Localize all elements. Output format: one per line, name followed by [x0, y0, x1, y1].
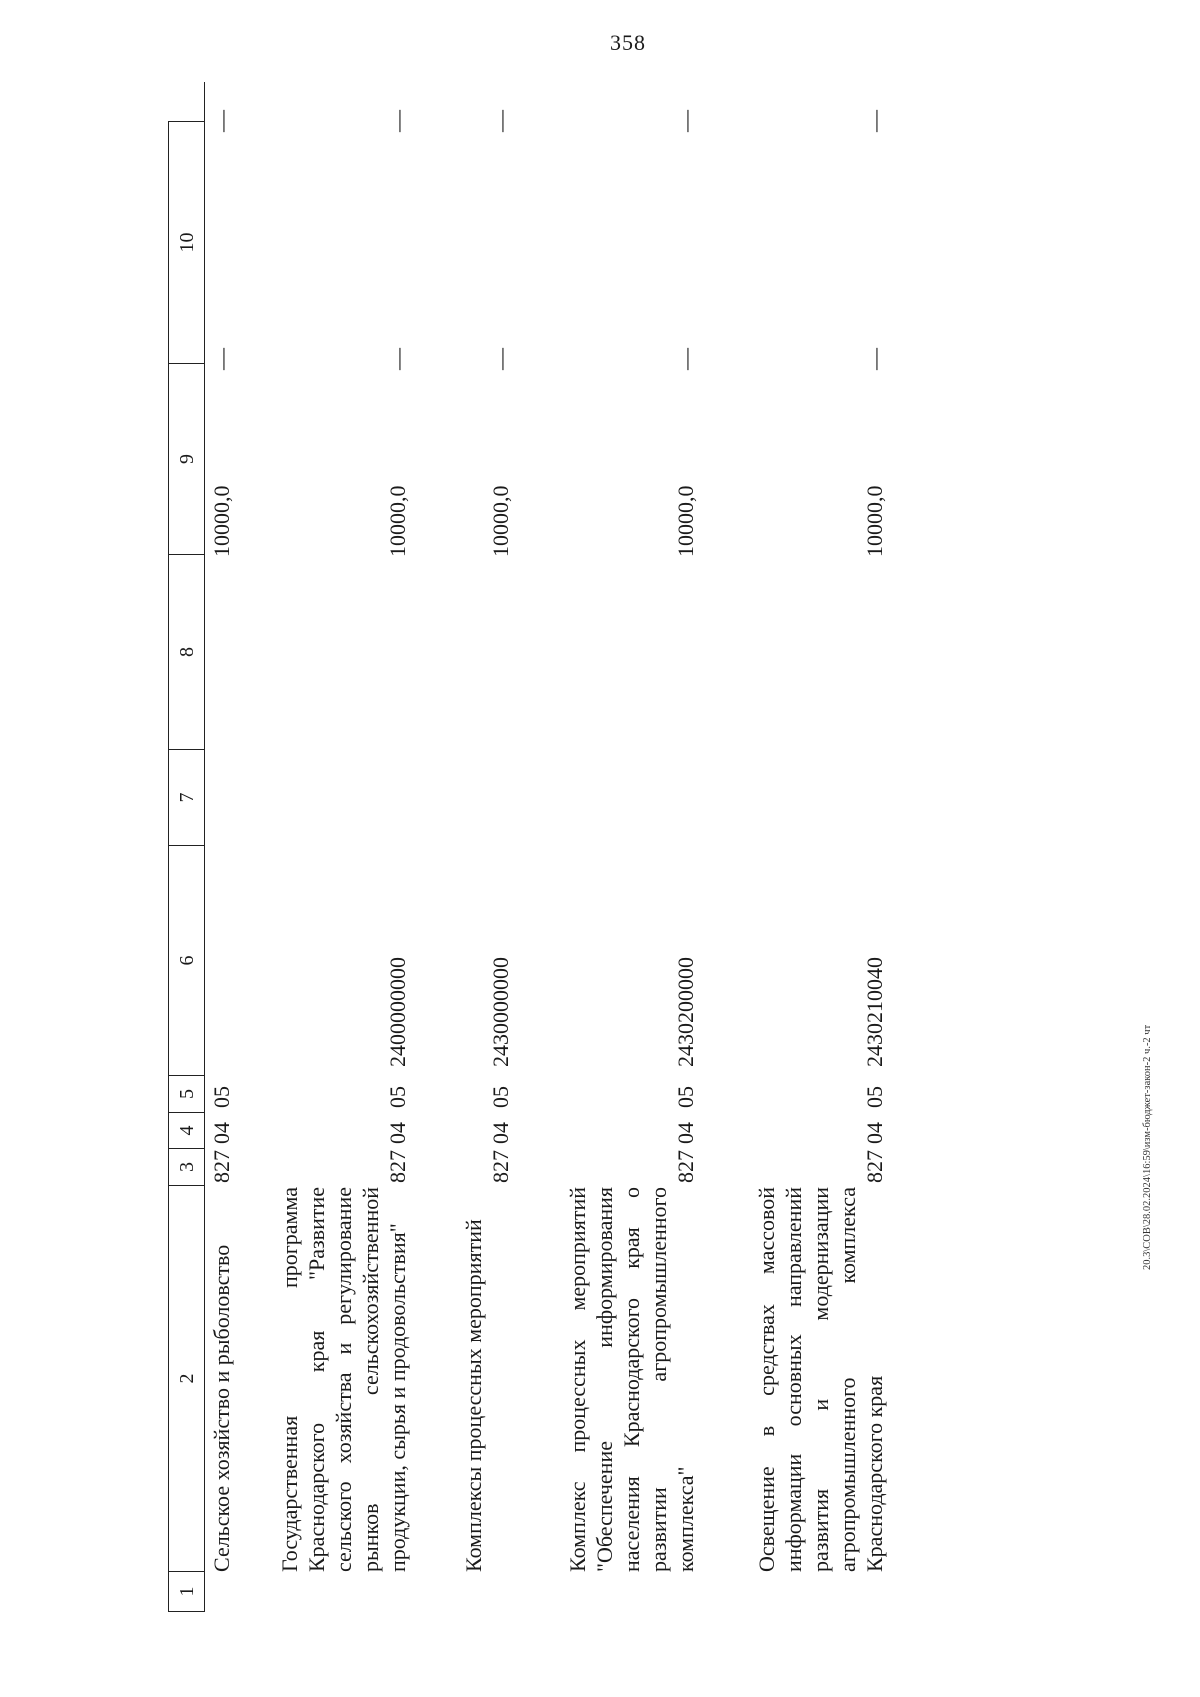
header-cell-8: 8	[168, 555, 204, 750]
page-number: 358	[610, 30, 646, 55]
header-cell-3: 3	[168, 1149, 204, 1186]
row-code-5: 05	[209, 1086, 234, 1108]
row-code-3: 827	[862, 1150, 887, 1183]
row-name: Освещение в средствах массовой информации основных направлений развития и модернизации агропромышленного комплекса Краснодарского края	[754, 1187, 887, 1572]
row-value-9: —	[209, 348, 234, 370]
header-cell-4: 4	[168, 1113, 204, 1149]
table-header	[168, 82, 205, 1612]
row-code-4: 04	[488, 1122, 513, 1144]
row-value-9: —	[862, 348, 887, 370]
row-code-5: 05	[673, 1086, 698, 1108]
row-value-9: —	[488, 348, 513, 370]
row-name: Сельское хозяйство и рыболовство	[209, 1244, 234, 1572]
row-value-10: —	[488, 110, 513, 132]
row-code-3: 827	[673, 1150, 698, 1183]
row-name: Комплекс процессных мероприятий "Обеспечение информирования населения Краснодарского края о развитии агропромышленного комплекса"	[565, 1187, 698, 1572]
row-amount-8: 10000,0	[488, 485, 513, 557]
header-cell-6: 6	[168, 846, 204, 1076]
row-value-10: —	[209, 110, 234, 132]
row-code-6: 2430210040	[862, 957, 887, 1067]
row-value-10: —	[385, 110, 410, 132]
row-code-4: 04	[385, 1122, 410, 1144]
row-value-10: —	[673, 110, 698, 132]
row-code-3: 827	[209, 1150, 234, 1183]
row-value-9: —	[385, 348, 410, 370]
budget-table	[168, 82, 1178, 1612]
row-code-3: 827	[385, 1150, 410, 1183]
header-cell-7: 7	[168, 750, 204, 846]
row-amount-8: 10000,0	[862, 485, 887, 557]
header-cell-5: 5	[168, 1076, 204, 1113]
row-code-4: 04	[209, 1122, 234, 1144]
header-cell-1: 1	[168, 1572, 204, 1612]
row-code-5: 05	[385, 1086, 410, 1108]
row-amount-8: 10000,0	[385, 485, 410, 557]
row-code-6: 2430200000	[673, 957, 698, 1067]
row-code-5: 05	[862, 1086, 887, 1108]
header-cell-9: 9	[168, 364, 204, 555]
header-cell-2: 2	[168, 1186, 204, 1572]
row-code-4: 04	[862, 1122, 887, 1144]
row-code-5: 05	[488, 1086, 513, 1108]
header-cell-10: 10	[168, 121, 204, 364]
row-code-3: 827	[488, 1150, 513, 1183]
row-value-9: —	[673, 348, 698, 370]
row-code-6: 2400000000	[385, 957, 410, 1067]
row-amount-8: 10000,0	[673, 485, 698, 557]
footer-note-text: 20.3\СОВ\28.02.2024\16:59\изм-бюджет-закон-2 ч.-2 чт	[1142, 1024, 1153, 1270]
row-value-10: —	[862, 110, 887, 132]
row-amount-8: 10000,0	[209, 485, 234, 557]
row-code-4: 04	[673, 1122, 698, 1144]
row-code-6: 2430000000	[488, 957, 513, 1067]
row-name: Государственная программа Краснодарского края "Развитие сельского хозяйства и регулирование рынков сельскохозяйственной продукции, сырья и продовольствия"	[277, 1187, 410, 1572]
row-name: Комплексы процессных мероприятий	[461, 1219, 486, 1572]
